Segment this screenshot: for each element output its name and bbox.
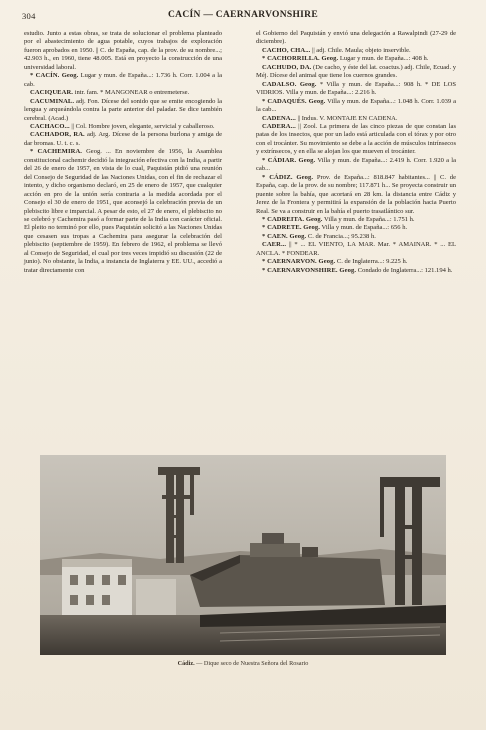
- entry-text: estudio. Junto a estas obras, se trata de solucionar el problema planteado por el abastecimiento de agua potable, cuyos trabajos de exploración fueron aprobados en 1950. || C. de España, cap. de la prov. de su nombre...; 42.903 h., en 1960, tiene 48.005. Está en proyecto la construcción de una universidad laboral.: [24, 30, 222, 71]
- entry-text: || adj. Chile. Maula; objeto inservible.: [310, 46, 411, 54]
- entry-text: (De cacho, y éste del lat. coactus.) adj. Chile, Ecuad. y Méj. Dícese del animal que tiene los cuernos grandes.: [256, 63, 456, 80]
- entry-text: Villa y mun. de España...: 2.419 h. Corr. 1.920 a la cab...: [256, 156, 456, 173]
- entry-headword: * CADRETE. Geog.: [262, 224, 320, 232]
- dictionary-entry: [256, 115, 456, 123]
- right-column: [256, 30, 456, 275]
- left-column: [24, 30, 222, 275]
- dictionary-entry: [256, 267, 456, 275]
- dictionary-entry: [256, 241, 456, 258]
- running-title: CACÍN — CAERNARVONSHIRE: [168, 10, 318, 20]
- entry-headword: * CAERNARVONSHIRE. Geog.: [262, 266, 357, 274]
- entry-text: Villa y mun. de España...: 656 h.: [319, 224, 408, 232]
- caption-place: Cádiz.: [177, 660, 195, 667]
- entry-text: * Villa y mun. de España...: 908 h. * DE LOS VIDRIOS. Villa y mun. de España...: 2.216 h.: [256, 80, 456, 97]
- entry-headword: * CADREITA. Geog.: [262, 215, 323, 223]
- entry-text: el Gobierno del Paquistán y envió una delegación a Rawalpindi (27-29 de diciembre).: [256, 30, 456, 46]
- page-header: [22, 10, 464, 24]
- dictionary-entry: [256, 81, 456, 98]
- entry-text: Villa y mun. de España...: 1.048 h. Corr. 1.039 a la cab...: [256, 97, 456, 114]
- dictionary-entry: [256, 123, 456, 157]
- entry-headword: * CACHEMIRA.: [30, 148, 83, 156]
- entry-text: adj. Arg. Dícese de la persona burlona y amiga de dar bromas. U. t. c. s.: [24, 131, 222, 147]
- entry-headword: * CACHORRILLA. Geog.: [262, 55, 339, 63]
- dictionary-entry: [256, 224, 456, 232]
- entry-headword: * CACÍN. Geog.: [30, 72, 79, 80]
- dictionary-entry: [24, 89, 222, 97]
- entry-headword: CACHO, CHA...: [262, 46, 311, 54]
- entry-text: Prov. de España...: 818.847 habitantes... || C. de España, cap. de la prov. de su nombre; 117.871 h... Se proyecta construir un puente sobre la bahía, que acortará en 28 km. la distancia entre Cádiz y Jerez de la Frontera y permitirá la expansión de la población hacia Puerto Real. Se va a construir en la bahía el puerto trasatlántico sur.: [256, 173, 456, 215]
- dictionary-entry: [24, 148, 222, 275]
- dictionary-entry: [256, 98, 456, 115]
- entry-headword: * CADAQUÉS. Geog.: [262, 97, 326, 105]
- dictionary-entry: [24, 30, 222, 72]
- dictionary-entry: [256, 157, 456, 174]
- entry-text: Condado de Inglaterra...: 121.194 h.: [356, 266, 453, 274]
- entry-text: || Indus. V. MONTAJE EN CADENA.: [295, 114, 398, 122]
- entry-text: || Col. Hombre joven, elegante, servicial y caballeroso.: [69, 122, 215, 130]
- caption-text: — Dique seco de Nuestra Señora del Rosario: [194, 660, 309, 667]
- entry-headword: CACHACO...: [30, 122, 70, 130]
- dictionary-entry: [256, 233, 456, 241]
- entry-text: Villa y mun. de España...: 1.751 h.: [322, 215, 415, 223]
- entry-text: Lugar y mun. de España...: 408 h.: [338, 55, 429, 63]
- entry-headword: * CÁDIAR. Geog.: [262, 156, 316, 164]
- dictionary-entry: [256, 30, 456, 47]
- photo-caption: [40, 660, 446, 667]
- dictionary-entry: [256, 258, 456, 266]
- entry-headword: CACUMINAL.: [30, 97, 75, 105]
- entry-headword: * CÁDIZ. Geog.: [262, 173, 314, 181]
- entry-headword: CACIQUEAR.: [30, 89, 74, 97]
- dictionary-entry: [256, 216, 456, 224]
- entry-headword: CADENA...: [262, 114, 296, 122]
- entry-text: Geog. ... En noviembre de 1956, la Asamblea constitucional cachemir decidió la integración efectiva con la India, a partir del 26 de enero de 1957, en vista de lo cual, Paquistán pidió una reunión del Consejo de Seguridad de las Naciones Unidas, con el fin de rechazar el intento, y dicho organismo declaró, en 25 de enero de 1957, que cualquier acción en pro de la unión sería contraria a la medida acordada por el Consejo el 30 de enero de 1951, que aconsejó la celebración previa de un plebiscito libre e imparcial. A pesar de esto, el 27 de enero, el plebiscito no se celebró y Cachemira pasó a formar parte de la India con carácter oficial. El pleito no terminó por ello, pues Paquistán solicitó a las Naciones Unidas que cesasen sus tropas a Cachemira para asegurar la celebración del plebiscito (septiembre de 1959). En febrero de 1962, el problema se llevó al Consejo de Seguridad, el cual por tres veces impidió su discusión (22 de junio). No obstante, la India, a instancia de Inglaterra y EE. UU., accedió a tratar directamente con: [24, 148, 223, 274]
- entry-text: C. de Francia...; 95.238 h.: [306, 232, 376, 240]
- dictionary-entry: [24, 123, 222, 131]
- entry-headword: CADERA...: [262, 122, 296, 130]
- page-number: 304: [22, 11, 36, 21]
- entry-text: || Zool. La primera de las cinco piezas de que constan las patas de los insectos, que por un lado está articulada con el tórax y por otro con el trocánter. Su movimiento se debe a la acción de músculos intrínsecos y extrínsecos, y en ella se alojan los que mueven el trocánter.: [256, 122, 456, 156]
- entry-text: intr. fam. * MANGONEAR o entremeterse.: [73, 89, 190, 97]
- dry-dock-photo: [40, 455, 446, 655]
- dictionary-entry: [256, 64, 456, 81]
- dictionary-entry: [24, 72, 222, 89]
- entry-text: C. de Inglaterra...: 9.225 h.: [335, 258, 408, 266]
- dictionary-entry: [24, 131, 222, 148]
- entry-headword: CADALSO. Geog.: [262, 80, 317, 88]
- dictionary-entry: [256, 174, 456, 216]
- entry-headword: * CAERNARVON. Geog.: [262, 258, 336, 266]
- entry-headword: CAER...: [262, 241, 287, 249]
- shipyard-illustration: [40, 455, 446, 655]
- dictionary-entry: [256, 55, 456, 63]
- entry-text: || * ... EL VIENTO, LA MAR. Mar. * AMAINAR. * ... EL ANCLA. * FONDEAR.: [256, 241, 456, 257]
- dictionary-entry: [24, 98, 222, 123]
- entry-headword: CACHUDO, DA.: [262, 63, 312, 71]
- entry-text: adj. Fon. Dícese del sonido que se emite encogiendo la lengua y arqueándola contra la parte anterior del paladar. Se dice también cerebral. (Acad.): [24, 97, 222, 122]
- entry-text: Lugar y mun. de España...: 1.736 h. Corr. 1.004 a la cab.: [24, 72, 223, 88]
- entry-headword: CACHADOR, RA.: [30, 131, 85, 139]
- dictionary-entry: [256, 47, 456, 55]
- entry-headword: * CAEN. Geog.: [262, 232, 307, 240]
